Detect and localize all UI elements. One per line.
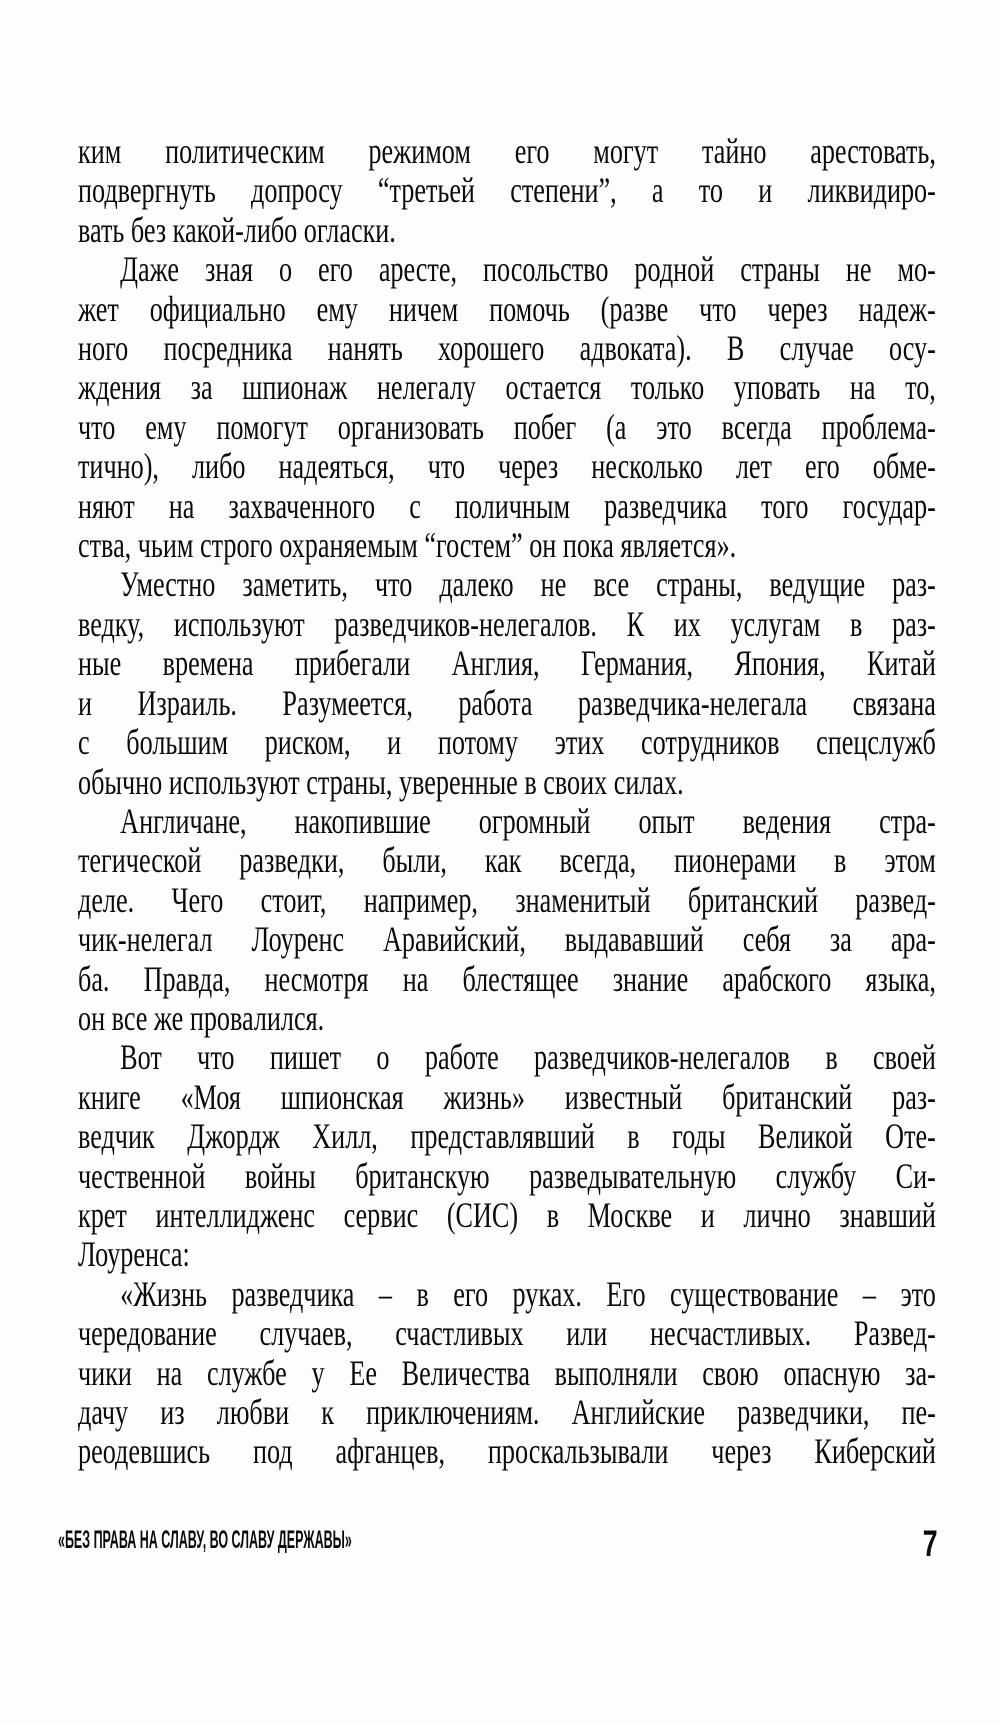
text-line: дачу из любви к приключениям. Английские разведчики, пе- [78, 1392, 936, 1432]
text-line: ные времена прибегали Англия, Германия, Япония, Китай [78, 643, 936, 684]
text-line: ства, чьим строго охраняемым “гостем” он пока является». [78, 525, 737, 566]
text-line: ведку, используют разведчиков-нелегалов. К их услугам в раз- [78, 603, 936, 644]
text-line: реодевшись под афганцев, проскальзывали через Киберский [78, 1431, 936, 1472]
text-line: ведчик Джордж Хилл, представлявший в годы Великой Оте- [78, 1116, 936, 1157]
text-line: что ему помогут организовать побег (а это всегда проблема- [78, 406, 936, 447]
text-line: обычно используют страны, уверенные в своих силах. [78, 761, 684, 802]
text-line: подвергнуть допросу “третьей степени”, а то и ликвидиро- [78, 170, 936, 211]
text-line: чественной войны британскую разведывательную службу Си- [78, 1155, 936, 1196]
text-line: Англичане, накопившие огромный опыт ведения стра- [120, 800, 936, 841]
text-line: чередование случаев, счастливых или несчастливых. Развед- [78, 1313, 936, 1354]
text-line: Даже зная о его аресте, посольство родной страны не мо- [120, 249, 936, 290]
text-line: жет официально ему ничем помочь (разве что через надеж- [78, 288, 936, 329]
text-line: с большим риском, и потому этих сотрудников спецслужб [78, 722, 936, 763]
running-title: «БЕЗ ПРАВА НА СЛАВУ, ВО СЛАВУ ДЕРЖАВЫ» [58, 1526, 352, 1554]
text-line: вать без какой-либо огласки. [78, 209, 396, 250]
text-line: деле. Чего стоит, например, знаменитый британский развед- [78, 879, 936, 920]
text-line: он все же провалился. [78, 997, 325, 1038]
text-line: чик-нелегал Лоуренс Аравийский, выдававший себя за ара- [78, 919, 936, 960]
text-line: чики на службе у Ее Величества выполняли свою опасную за- [78, 1352, 936, 1393]
text-line: няют на захваченного с поличным разведчика того государ- [78, 485, 936, 526]
text-line: ного посредника нанять хорошего адвоката). В случае осу- [78, 328, 936, 369]
text-line: ким политическим режимом его могут тайно арестовать, [78, 131, 936, 171]
page-number: 7 [923, 1523, 938, 1564]
text-line: тично), либо надеяться, что через несколько лет его обме- [78, 446, 936, 487]
text-line: ба. Правда, несмотря на блестящее знание арабского языка, [78, 958, 936, 999]
text-line: «Жизнь разведчика – в его руках. Его существование – это [120, 1273, 936, 1314]
text-line: тегической разведки, были, как всегда, пионерами в этом [78, 840, 936, 881]
body-text [78, 132, 936, 1472]
text-line: Лоуренса: [78, 1234, 190, 1275]
text-line: и Израиль. Разумеется, работа разведчика-нелегала связана [78, 682, 936, 723]
text-line: Вот что пишет о работе разведчиков-нелегалов в своей [120, 1037, 936, 1078]
text-line: крет интеллидженс сервис (СИС) в Москве и лично знавший [78, 1194, 936, 1235]
text-line: ждения за шпионаж нелегалу остается только уповать на то, [78, 367, 936, 408]
page-footer [58, 1523, 938, 1564]
text-line: книге «Моя шпионская жизнь» известный британский раз- [78, 1076, 936, 1117]
text-line: Уместно заметить, что далеко не все страны, ведущие раз- [120, 564, 936, 605]
